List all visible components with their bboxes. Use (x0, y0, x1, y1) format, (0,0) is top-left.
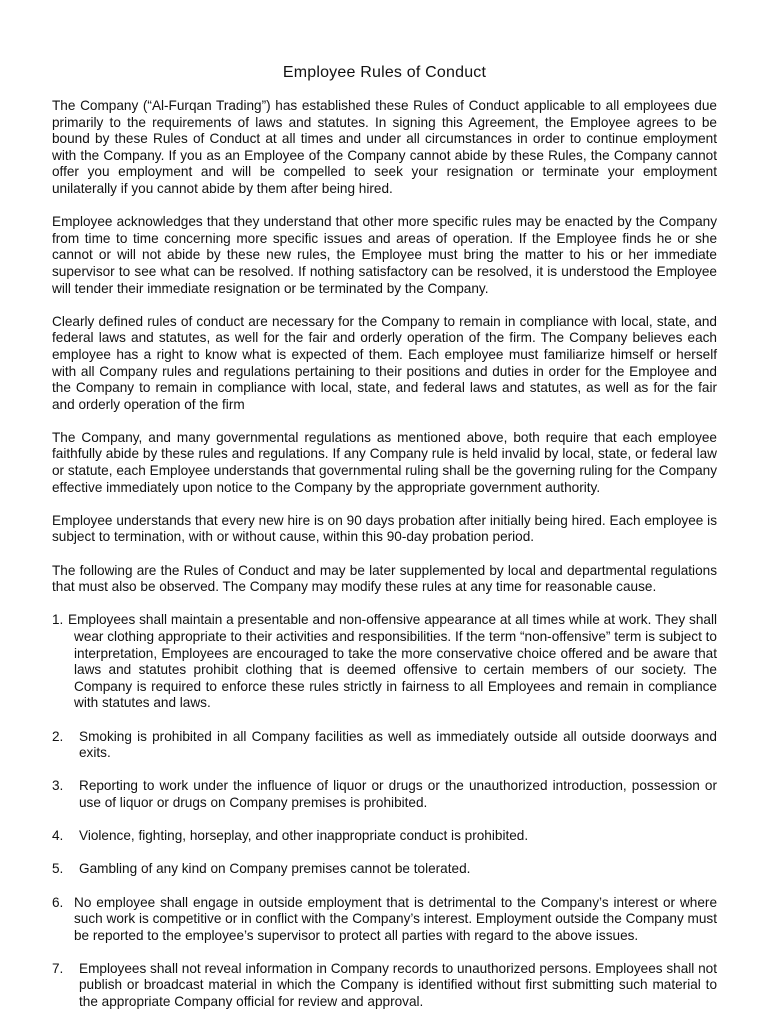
rules-list (52, 612, 717, 1010)
rule-item (52, 729, 717, 762)
rule-item (52, 961, 717, 1011)
rules-intro-paragraph: The following are the Rules of Conduct and may be later supplemented by local and departmental regulations that must also be observed. The Company may modify these rules at any time for reasonable cause. (52, 562, 717, 595)
document-title: Employee Rules of Conduct (282, 64, 487, 81)
governmental-regulations-paragraph: The Company, and many governmental regulations as mentioned above, both require that each employee faithfully abide by these rules and regulations. If any Company rule is held invalid by local, state, or federal law or statute, each Employee understands that governmental ruling shall be the governing ruling for the Company effective immediately upon notice to the Company by the appropriate government authority. (52, 429, 717, 495)
rule-number: 3. (52, 778, 64, 794)
intro-paragraph: The Company (“Al-Furqan Trading”) has established these Rules of Conduct applicable to all employees due primarily to the requirements of laws and statutes. In signing this Agreement, the Employee agrees to be bound by these Rules of Conduct at all times and under all circumstances in order to continue employment with the Company. If you as an Employee of the Company cannot abide by these Rules, the Company cannot offer you employment and will be compelled to seek your resignation or terminate your employment unilaterally if you cannot abide by them after being hired. (52, 98, 717, 196)
rule-text: Violence, fighting, horseplay, and other inappropriate conduct is prohibited. (79, 828, 529, 844)
rule-number: 2. (52, 728, 64, 744)
rule-text: Employees shall not reveal information in Company records to unauthorized persons. Employees shall not publish or broadcast material in which the Company is identified without first submitting such material to the appropriate Company official for review and approval. (79, 960, 717, 1010)
rule-text: Reporting to work under the influence of liquor or drugs or the unauthorized introduction, possession or use of liquor or drugs on Company premises is prohibited. (79, 778, 717, 810)
rule-number: 1. (52, 612, 64, 628)
rule-text: Gambling of any kind on Company premises cannot be tolerated. (79, 861, 471, 877)
rule-number: 7. (52, 960, 64, 976)
rule-number: 5. (52, 861, 64, 877)
rule-item (52, 828, 717, 845)
document-page (52, 64, 717, 1027)
rule-text: No employee shall engage in outside employment that is detrimental to the Company’s interest or where such work is competitive or in conflict with the Company’s interest. Employment outside the Company must be reported to the employee’s supervisor to protect all parties with regard to the above issues. (74, 894, 717, 943)
rule-number: 4. (52, 828, 64, 844)
probation-paragraph: Employee understands that every new hire is on 90 days probation after initially being hired. Each employee is subject to termination, with or without cause, within this 90-day probation period. (52, 512, 717, 545)
acknowledgement-paragraph: Employee acknowledges that they understand that other more specific rules may be enacted by the Company from time to time concerning more specific issues and areas of operation. If the Employee finds he or she cannot or will not abide by these new rules, the Employee must bring the matter to his or her immediate supervisor to see what can be resolved. If nothing satisfactory can be resolved, it is understood the Employee will tender their immediate resignation or be terminated by the Company. (52, 214, 717, 296)
rule-text: Employees shall maintain a presentable and non-offensive appearance at all times while at work. They shall wear clothing appropriate to their activities and responsibilities. If the term “non-offensive” term is subject to interpretation, Employees are encouraged to take the more conservative choice offered and be aware that laws and statutes prohibit clothing that is deemed offensive to certain members of our society. The Company is required to enforce these rules strictly in fairness to all Employees and remain in compliance with statutes and laws. (68, 612, 717, 711)
rules-purpose-paragraph: Clearly defined rules of conduct are necessary for the Company to remain in compliance with local, state, and federal laws and statutes, as well for the fair and orderly operation of the firm. The Company believes each employee has a right to know what is expected of them. Each employee must familiarize himself or herself with all Company rules and regulations pertaining to their positions and duties in order for the Employee and the Company to remain in compliance with local, state, and federal laws and statutes, as well as for the fair and orderly operation of the firm (52, 313, 717, 412)
rule-item (52, 778, 717, 811)
rule-number: 6. (52, 894, 64, 910)
rule-item (52, 895, 717, 945)
rule-item (52, 612, 717, 712)
rule-item (52, 861, 717, 878)
rule-text: Smoking is prohibited in all Company facilities as well as immediately outside all outside doorways and exits. (79, 728, 717, 761)
